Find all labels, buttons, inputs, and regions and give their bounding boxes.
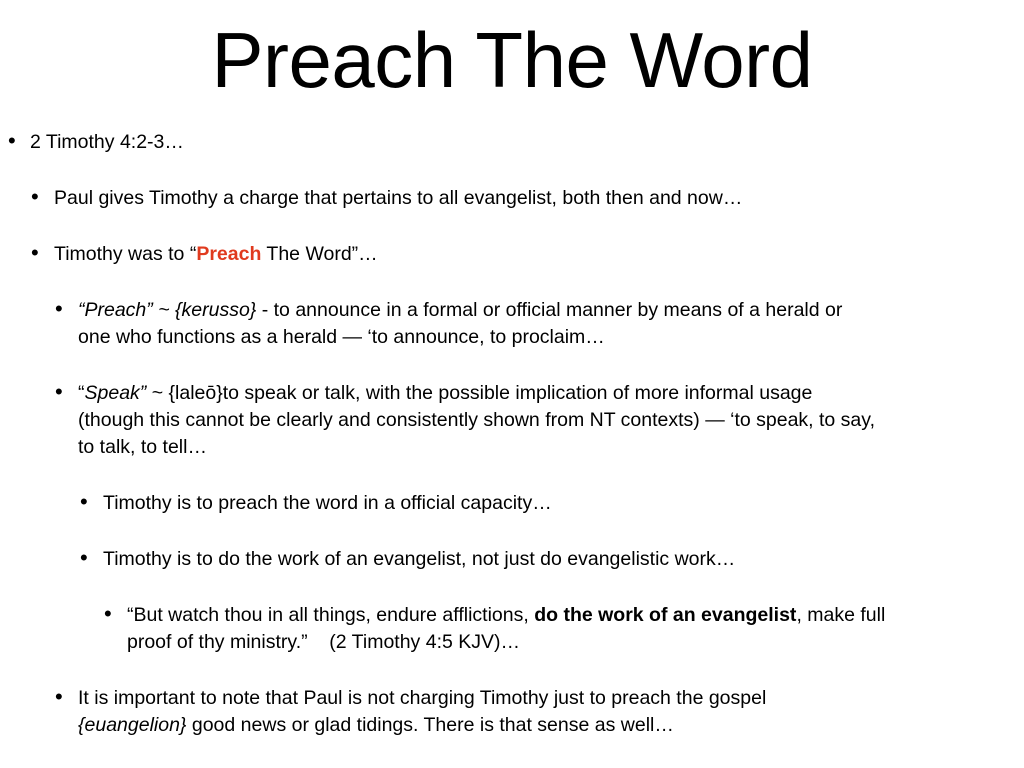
slide-title: Preach The Word: [211, 16, 813, 104]
preach-highlight: Preach: [196, 243, 262, 265]
bullet-dot: •: [104, 601, 112, 626]
bullet-dot: •: [31, 240, 39, 265]
bullet-official-capacity: Timothy is to preach the word in a official capacity…: [103, 492, 552, 514]
bullet-dot: •: [80, 545, 88, 570]
bullet-2-timothy: 2 Timothy 4:2-3…: [30, 131, 184, 153]
bullet-dot: •: [31, 184, 39, 209]
bullet-laleo: “Speak” ~ {laleō}to speak or talk, with the possible implication of more informal usage (though this cannot be clearly and consistently shown from NT contexts) — ‘to speak, to say, to talk, to tell…: [78, 382, 875, 458]
bullet-dot: •: [55, 379, 63, 404]
bullet-kerusso: “Preach” ~ {kerusso} - to announce in a formal or official manner by means of a herald or one who functions as a herald — ‘to announce, to proclaim…: [78, 299, 843, 348]
bullet-dot: •: [55, 296, 63, 321]
bullet-euangelion: It is important to note that Paul is not charging Timothy just to preach the gospel {euangelion} good news or glad tidings. There is that sense as well…: [78, 687, 767, 736]
bullet-dot: •: [55, 684, 63, 709]
bullet-timothy-preach: Timothy was to “Preach The Word”…: [54, 243, 378, 265]
bullet-kjv-quote: “But watch thou in all things, endure afflictions, do the work of an evangelist, make full proof of thy ministry.” (2 Timothy 4:5 KJV)…: [127, 604, 886, 653]
bullet-work-of-evangelist: Timothy is to do the work of an evangelist, not just do evangelistic work…: [103, 548, 736, 570]
bullet-dot: •: [80, 489, 88, 514]
bullet-paul-charge: Paul gives Timothy a charge that pertains to all evangelist, both then and now…: [54, 187, 743, 209]
bullet-dot: •: [8, 128, 16, 153]
